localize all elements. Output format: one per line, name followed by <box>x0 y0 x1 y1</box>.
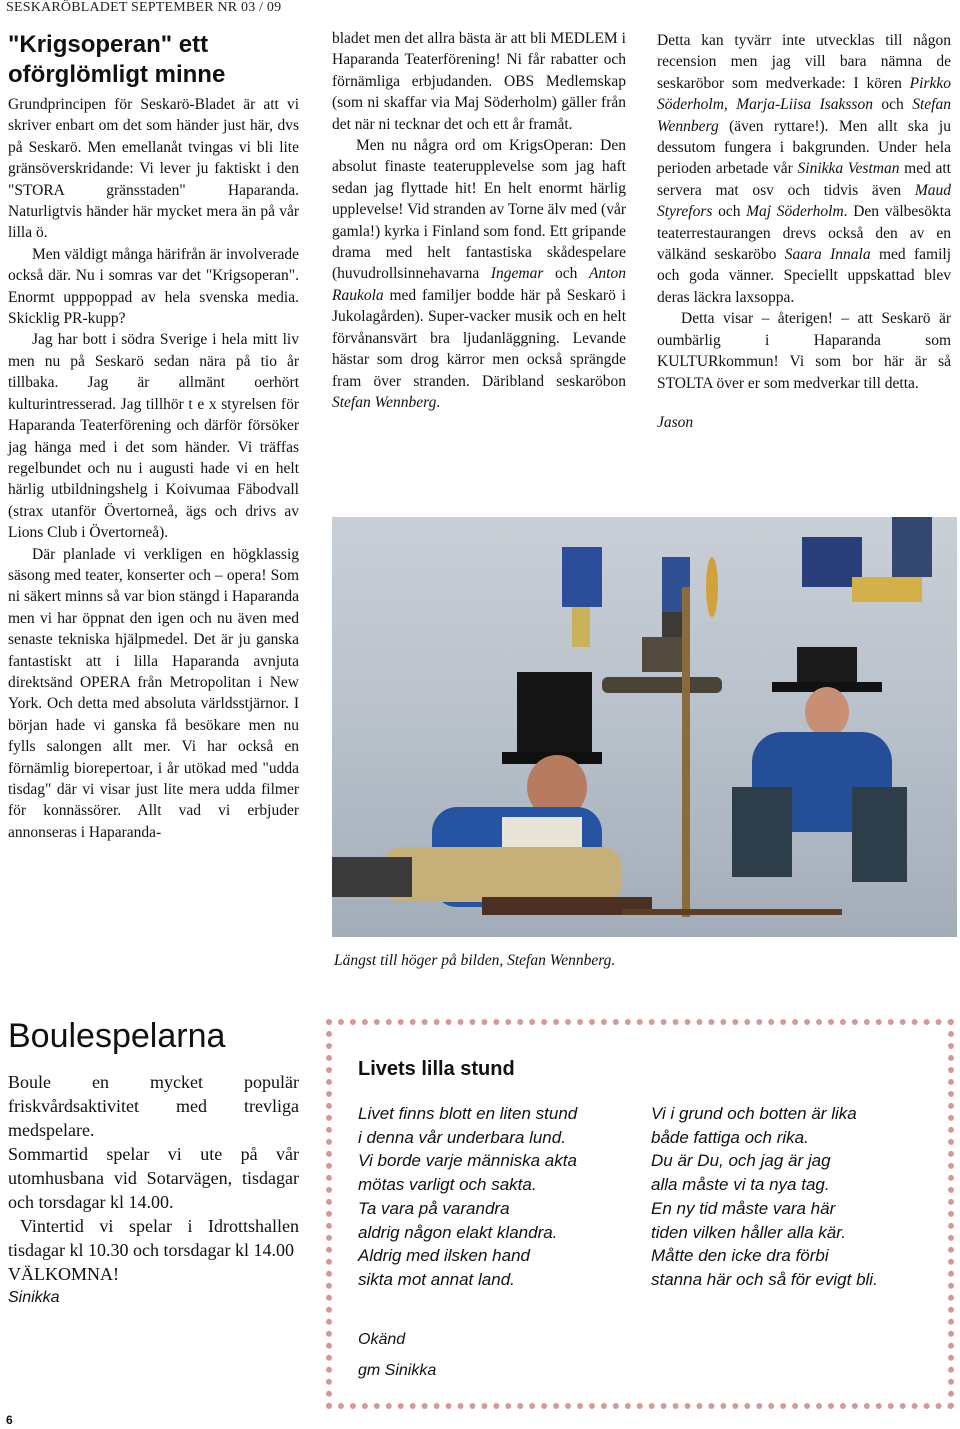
poem-line: sikta mot annat land. <box>358 1269 515 1289</box>
paragraph: Vintertid vi spelar i Idrottshallen tisdagar kl 10.30 och torsdagar kl 14.00 <box>8 1216 299 1260</box>
poem-title: Livets lilla stund <box>358 1058 515 1080</box>
poem-line: i denna vår underbara lund. <box>358 1127 566 1147</box>
paragraph: Detta kan tyvärr inte utvecklas till någon recension men jag vill bara nämna de seskaröbor som medverkade: I kören Pirkko Söderholm, Marja-Liisa Isaksson och Stefan Wennberg (även ryttare!). Men allt ska ju dessutom fungera i bakgrunden. Under hela perioden arbetade vår Sinikka Vestman med att servera mat osv och tidvis även Maud Styrefors och Maj Söderholm. Den välbesökta teaterrestaurangen drevs också den av en välkänd seskaröbo Saara Innala med familj och goda vänner. Speciellt uppskattad blev deras läckra laxsoppa. <box>657 32 952 306</box>
poem-line: mötas varligt och sakta. <box>358 1175 537 1195</box>
photo-caption: Längst till höger på bilden, Stefan Wennberg. <box>334 952 616 969</box>
poem-author: Okänd <box>358 1331 406 1348</box>
paragraph: Sommartid spelar vi ute på vår utomhusbana vid Sotarvägen, tisdagar och torsdagar kl 14.00. <box>8 1144 299 1212</box>
poem-line: Vi i grund och botten är lika <box>651 1104 857 1123</box>
poem-submitted-by: gm Sinikka <box>358 1362 437 1379</box>
poem-credits <box>358 1324 436 1386</box>
article-title: "Krigsoperan" ett oförglömligt minne <box>8 31 226 88</box>
signature: Jason <box>657 413 694 431</box>
poem-line: tiden vilken håller alla kär. <box>651 1222 846 1242</box>
paragraph: Där planlade vi verkligen en högklassig säsong med teater, konserter och – opera! Som ni säkert minns så var bion stängd i Haparanda men vi har öppnat den igen och nu även med senaste tekniska hjälpmedel. Det är ju ganska fantastiskt att i lilla Haparanda avnjuta direktsänd OPERA från Metropolitan i New York. Och detta med absoluta världsstjärnor. I början hade vi ganska få besökare men nu fylls salongen allt mer. Vi har också en förnämlig biorepertoar, i år utökad med "udda tisdag" där vi visar just lite mera udda filmer för konnässörer. Allt vad vi erbjuder annonseras i Haparanda- <box>8 545 299 841</box>
paragraph: Detta visar – återigen! – att Seskarö är oumbärlig i Haparanda som KULTURkommun! Vi som bor här är så STOLTA över er som medverkar till detta. <box>657 310 951 392</box>
article-column-3 <box>657 30 951 433</box>
poem-line: alla måste vi ta nya tag. <box>651 1175 830 1195</box>
poem-line: stanna här och så för evigt bli. <box>651 1269 878 1289</box>
battle-scene-photo <box>332 517 957 937</box>
poem-line: Måtte den icke dra förbi <box>651 1246 829 1266</box>
poem-line: aldrig någon elakt klandra. <box>358 1222 558 1242</box>
paragraph: VÄLKOMNA! <box>8 1264 119 1284</box>
article-column-1 <box>8 94 299 843</box>
signature: Sinikka <box>8 1289 60 1306</box>
paragraph: Jag har bott i södra Sverige i hela mitt liv men nu på Seskarö sedan nära på tio år tillbaka. Jag är allmänt oerhört kulturintresserad. Jag tillhör t e x styrelsen för Haparanda Teaterförening och därför försöker jag hänga med i det som händer. Vi träffas regelbundet och nu i augusti hade vi en helt härlig utbildningshelg i Koivumaa Fäbodvall (strax utanför Övertorneå, ägs och drivs av Lions Club i Övertorneå). <box>8 331 299 542</box>
poem-line: Aldrig med ilsken hand <box>358 1246 530 1266</box>
boule-title: Boulespelarna <box>8 1017 226 1055</box>
paragraph: bladet men det allra bästa är att bli MEDLEM i Haparanda Teaterförening! Ni får rabatter och förnämliga erbjudanden. OBS Medlemskap (som ni skaffar via Maj Söderholm) gäller från det när ni tecknar det och ett år framåt. <box>332 30 626 133</box>
page-number: 6 <box>6 1413 13 1427</box>
article-column-2 <box>332 28 626 413</box>
poem-line: Vi borde varje människa akta <box>358 1151 577 1171</box>
paragraph: Grundprincipen för Seskarö-Bladet är att vi skriver enbart om det som händer just här, dvs på Seskarö. Men emellanåt tvingas vi bli lite gränsöverskridande: Vi lever ju faktiskt i den "STORA gränsstaden" Haparanda. Naturligtvis händer här mycket mera än på vår lilla ö. <box>8 96 299 242</box>
page-header: SESKARÖBLADET SEPTEMBER NR 03 / 09 <box>6 0 282 15</box>
photo-illustration <box>332 517 957 937</box>
poem-line: Ta vara på varandra <box>358 1198 510 1218</box>
poem-line: både fattiga och rika. <box>651 1127 809 1147</box>
poem-column-1 <box>358 1102 577 1292</box>
poem-column-2 <box>651 1102 878 1292</box>
paragraph: Men väldigt många härifrån är involverade också där. Nu i somras var det "Krigsoperan". Enormt upppoppad av hela svenska media. Skicklig PR-kupp? <box>8 245 299 328</box>
poem-line: Du är Du, och jag är jag <box>651 1151 831 1171</box>
poem-line: Livet finns blott en liten stund <box>358 1104 578 1123</box>
paragraph: Men nu några ord om KrigsOperan: Den absolut finaste teaterupplevelse som jag haft sedan jag flyttade hit! En helt enormt härlig upplevelse! Vid stranden av Torne älv med (vår gamla!) kyrka i Finland som fond. Ett gripande drama med helt fantastiska skådespelare (huvudrollsinnehavarna Ingemar och Anton Raukola med familjer bodde här på Seskarö i Jukolagården). Super-vacker musik och en helt förvånansvärt bra ljudanläggning. Levande hästar som drog kärror men också sprängde fram över stranden. Däribland seskaröbon Stefan Wennberg. <box>332 137 626 411</box>
paragraph: Boule en mycket populär friskvårdsaktivitet med trevliga medspelare. <box>8 1072 299 1140</box>
poem-line: En ny tid måste vara här <box>651 1198 836 1218</box>
boule-article <box>8 1070 299 1310</box>
